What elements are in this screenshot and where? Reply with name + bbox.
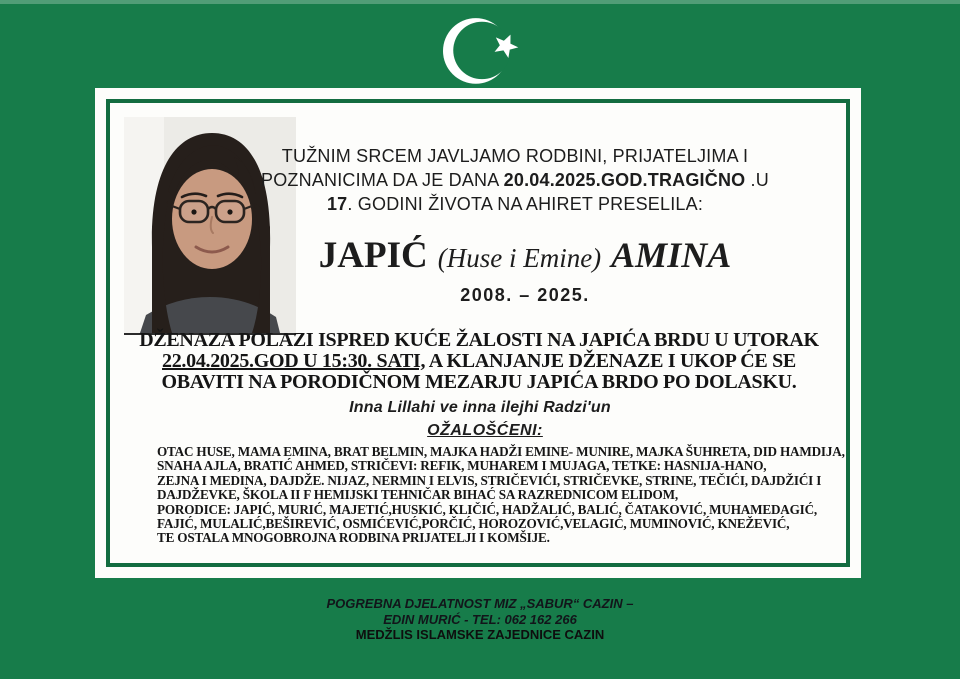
funeral-line-2 [123,351,835,372]
mourner-line: SNAHA AJLA, BRATIĆ AHMED, STRIČEVI: REFIK, MUHAREM I MUJAGA, TETKE: HASNIJA-HANO, [157,458,767,474]
intro-line-3-rest: . GODINI ŽIVOTA NA AHIRET PRESELILA: [347,194,704,214]
mourner-line: PORODICE: JAPIĆ, MURIĆ, MAJETIĆ,HUSKIĆ, KLIČIĆ, HADŽALIĆ, BALIĆ, ČATAKOVIĆ, MUHAMEDAGIĆ, [157,501,817,517]
funeral-home-line: POGREBNA DJELATNOST MIZ „SABUR“ CAZIN – [326,596,634,611]
contact-line: EDIN MURIĆ - TEL: 062 162 266 [383,611,577,627]
intro-line-1 [215,144,815,168]
funeral-line-1: DŽENAZA POLAZI ISPRED KUĆE ŽALOSTI NA JAPIĆA BRDU U UTORAK [139,329,819,351]
mourner-line: DAJDŽEVKE, ŠKOLA II F HEMIJSKI TEHNIČAR BIHAĆ SA RAZREDNICOM ELIDOM, [157,487,678,503]
deceased-parents: (Huse i Emine) [437,243,602,273]
intro-line-3 [215,192,815,216]
funeral-datetime: 22.04.2025.GOD U 15:30. SATI, [162,350,426,372]
funeral-info [123,330,835,393]
crescent-star-svg [443,12,525,90]
mourner-line: ZEJNA I MEDINA, DAJDŽE. NIJAZ, NERMIN I ELVIS, STRIČEVIĆI, STRIČEVKE, STRINE, TEČIĆI, DAJDŽIĆI I [157,472,822,488]
life-years: 2008. – 2025. [460,285,590,305]
mourner-line: FAJIĆ, MULALIĆ,BEŠIREVIĆ, OSMIĆEVIĆ,PORČIĆ, HOROZOVIĆ,VELAGIĆ, MUMINOVIĆ, KNEŽEVIĆ, [157,516,790,532]
prayer-text: Inna Lillahi ve inna ilejhi Radzi'un [349,399,611,416]
mourners-list [157,445,857,546]
funeral-line-2-rest: A KLANJANJE DŽENAZE I UKOP ĆE SE [425,350,796,372]
funeral-line-3: OBAVITI NA PORODIČNOM MEZARJU JAPIĆA BRDO PO DOLASKU. [161,371,797,393]
intro-text [215,144,815,216]
deceased-firstname: AMINA [611,235,732,275]
death-date: 20.04.2025.GOD.TRAGIČNO [503,170,746,190]
deceased-name [185,234,865,277]
intro-line-2 [215,168,815,192]
mourners-heading: OŽALOŠĆENI: [427,422,543,439]
intro-line-1-text: TUŽNIM SRCEM JAVLJAMO RODBINI, PRIJATELJIMA I [281,146,749,166]
notice-panel [95,88,861,578]
footer [0,596,960,643]
mourner-line: OTAC HUSE, MAMA EMINA, BRAT BELMIN, MAJKA HADŽI EMINE- MUNIRE, MAJKA ŠUHRETA, DID HAMDIJA, [157,444,845,459]
deceased-surname: JAPIĆ [318,235,428,276]
intro-line-2-post: .U [745,170,769,190]
intro-line-2-pre: POZNANICIMA DA JE DANA [261,170,504,190]
mourner-line: TE OSTALA MNOGOBROJNA RODBINA PRIJATELJI I KOMŠIJE. [157,530,550,546]
age-number: 17 [326,194,348,214]
crescent-star-icon [443,12,525,90]
organization-line: MEDŽLIS ISLAMSKE ZAJEDNICE CAZIN [355,627,605,642]
